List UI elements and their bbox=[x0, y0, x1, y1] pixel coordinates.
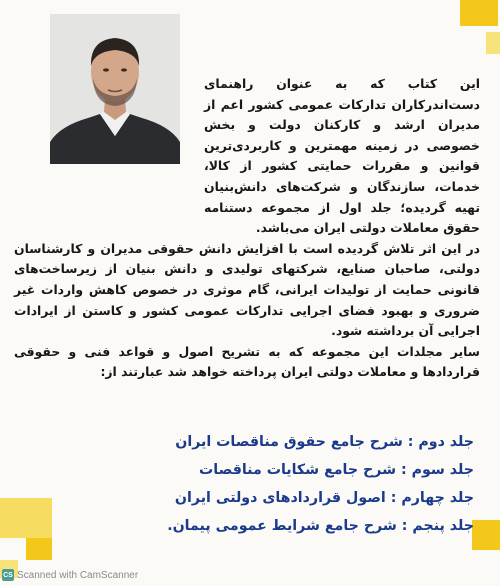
camscanner-logo-icon: CS bbox=[2, 569, 14, 581]
list-item: جلد دوم : شرح جامع حقوق مناقصات ایران bbox=[175, 434, 474, 450]
decor-square bbox=[460, 0, 498, 26]
paragraph-goal: در این اثر تلاش گردیده است با افزایش دانش حقوقی مدیران و کارشناسان دولتی، صاحبان صنایع، شرکتهای تولیدی و دانش بنیان از زیرساخت‌های قانونی حمایت از تولیدات ایرانی، گام موثری در خصوص کاهش واردات غیر ضروری و بهبود فضای اجرایی تدارکات عمومی کشور و کاستن از ایرادات اجرایی آن برداشته شود. bbox=[14, 240, 480, 339]
list-item: جلد سوم : شرح جامع شکایات مناقصات bbox=[199, 462, 474, 478]
scanner-watermark bbox=[2, 568, 138, 582]
decor-square bbox=[486, 32, 500, 54]
list-item: جلد چهارم : اصول قراردادهای دولتی ایران bbox=[174, 490, 474, 506]
decor-square bbox=[472, 520, 500, 550]
paragraph-intro: این کتاب که به عنوان راهنمای دست‌اندرکاران تدارکات عمومی کشور اعم از مدیران ارشد و کارکنان دولت و بخش خصوصی در زمینه مهمترین و کاربردی‌ترین قوانین و مقررات حمایتی کشور از کالا، خدمات، سازندگان و شرکت‌های دانش‌بنیان تهیه گردیده؛ جلد اول از مجموعه دستنامه حقوق معاملات دولتی ایران می‌باشد. bbox=[204, 76, 480, 236]
list-item: جلد پنجم : شرح جامع شرایط عمومی پیمان. bbox=[167, 518, 474, 534]
watermark-text: Scanned with CamScanner bbox=[17, 569, 139, 581]
decor-square bbox=[26, 538, 52, 560]
description-text bbox=[14, 74, 480, 383]
decor-square bbox=[0, 498, 52, 538]
paragraph-series: سایر مجلدات این مجموعه که به تشریح اصول و قواعد فنی و حقوقی قراردادها و معاملات دولتی ایران پرداخته خواهد شد عبارتند از: bbox=[14, 343, 480, 380]
volume-list bbox=[144, 428, 474, 540]
